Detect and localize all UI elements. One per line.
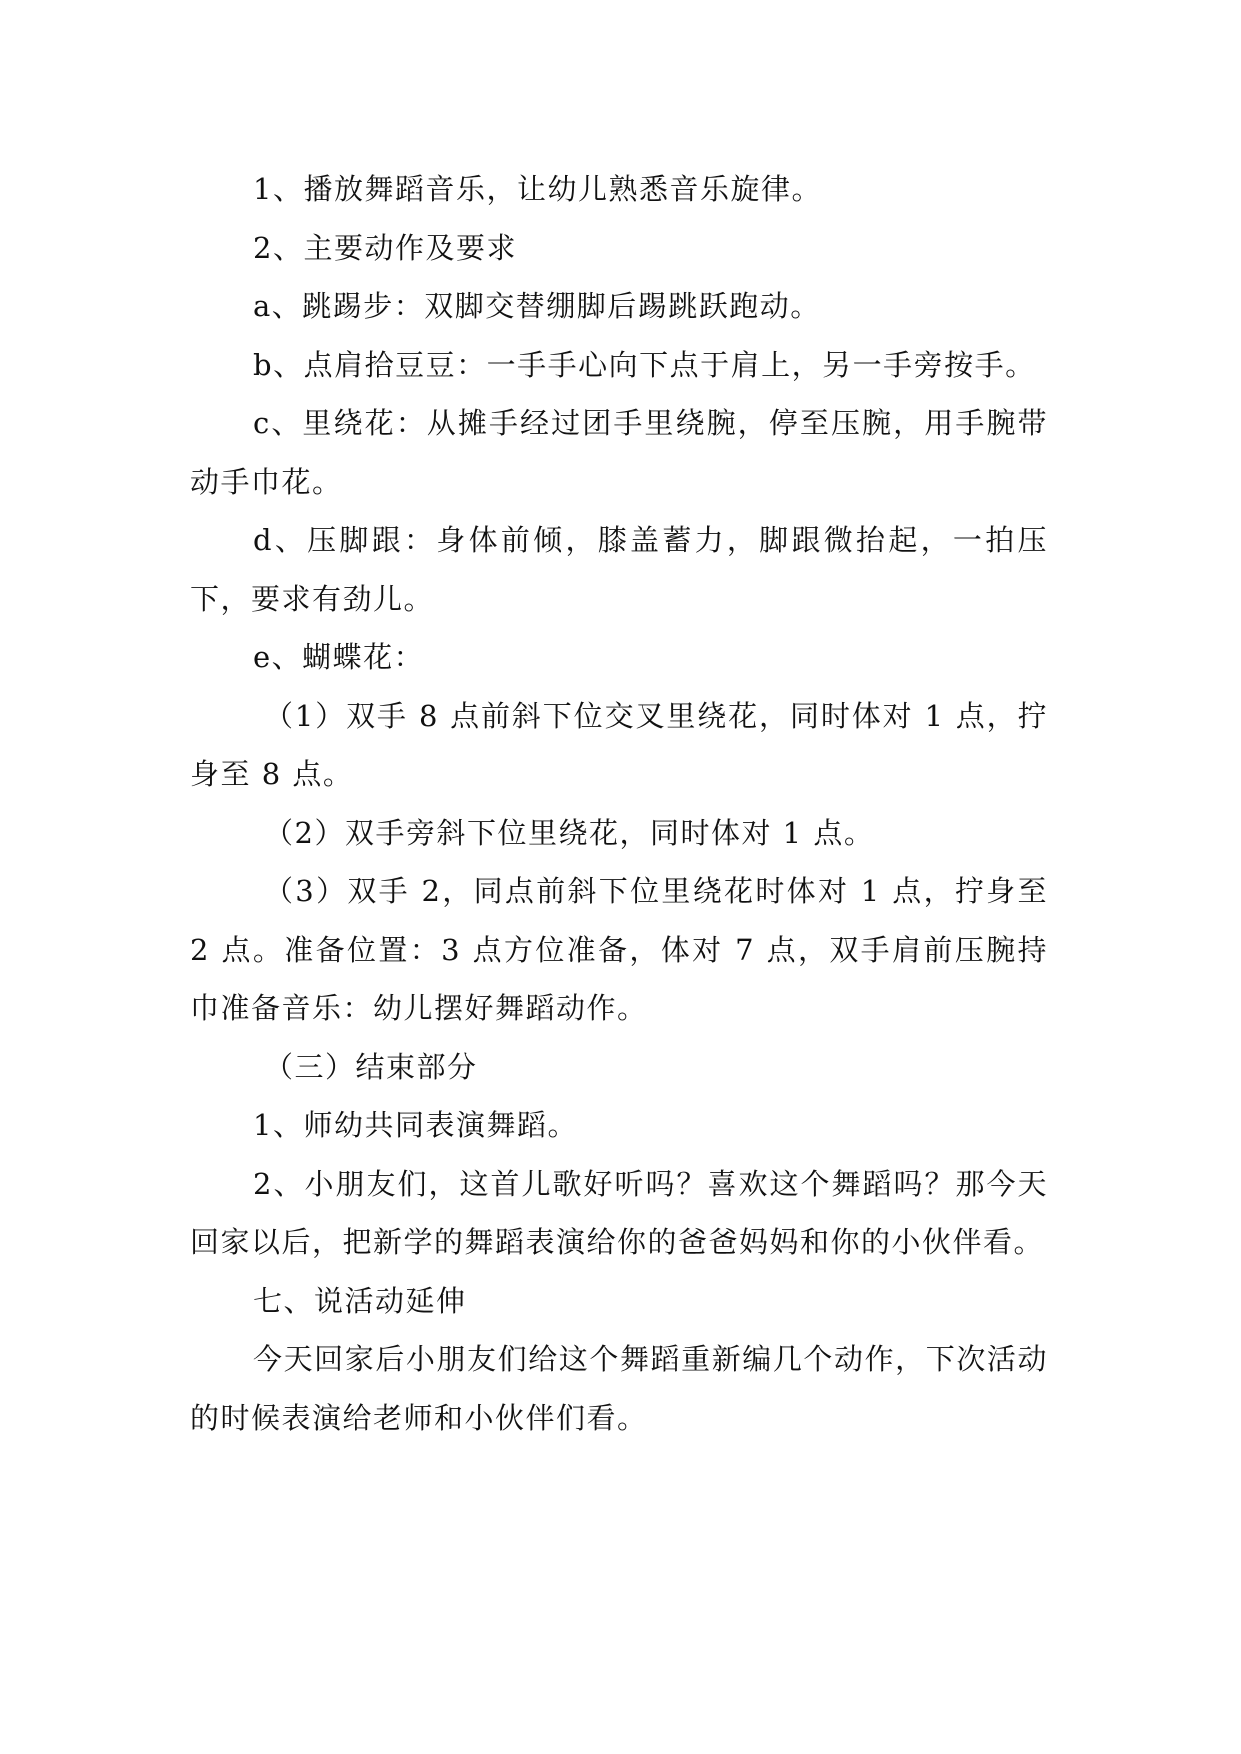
ending-step-2: 2、小朋友们，这首儿歌好听吗？喜欢这个舞蹈吗？那今天回家以后，把新学的舞蹈表演给你的爸爸妈妈和你的小伙伴看。 (190, 1166, 1048, 1259)
movement-d: d、压脚跟：身体前倾，膝盖蓄力，脚跟微抬起，一拍压下，要求有劲儿。 (190, 523, 1048, 616)
extension-text: 今天回家后小朋友们给这个舞蹈重新编几个动作，下次活动的时候表演给老师和小伙伴们看。 (190, 1342, 1048, 1435)
extension-heading: 七、说活动延伸 (253, 1283, 467, 1318)
movement-c: c、里绕花：从摊手经过团手里绕腕，停至压腕，用手腕带动手巾花。 (190, 406, 1048, 499)
movement-b: b、点肩拾豆豆：一手手心向下点于肩上，另一手旁按手。 (253, 347, 1036, 382)
main-movements-heading: 2、主要动作及要求 (253, 230, 517, 265)
document-page (190, 160, 1059, 1447)
movement-e: e、蝴蝶花： (253, 640, 425, 674)
step-play-music: 1、播放舞蹈音乐，让幼儿熟悉音乐旋律。 (253, 172, 822, 206)
butterfly-step-3: （3）双手 2，同点前斜下位里绕花时体对 1 点，拧身至 2 点。准备位置：3 点方位准备，体对 7 点，双手肩前压腕持巾准备音乐：幼儿摆好舞蹈动作。 (190, 874, 1059, 1025)
butterfly-step-1: （1）双手 8 点前斜下位交叉里绕花，同时体对 1 点，拧身至 8 点。 (190, 698, 1048, 791)
movement-a: a、跳踢步：双脚交替绷脚后踢跳跃跑动。 (253, 289, 821, 323)
ending-section-heading: （三）结束部分 (264, 1049, 478, 1084)
ending-step-1: 1、师幼共同表演舞蹈。 (253, 1108, 578, 1142)
butterfly-step-2: （2）双手旁斜下位里绕花，同时体对 1 点。 (264, 815, 875, 850)
